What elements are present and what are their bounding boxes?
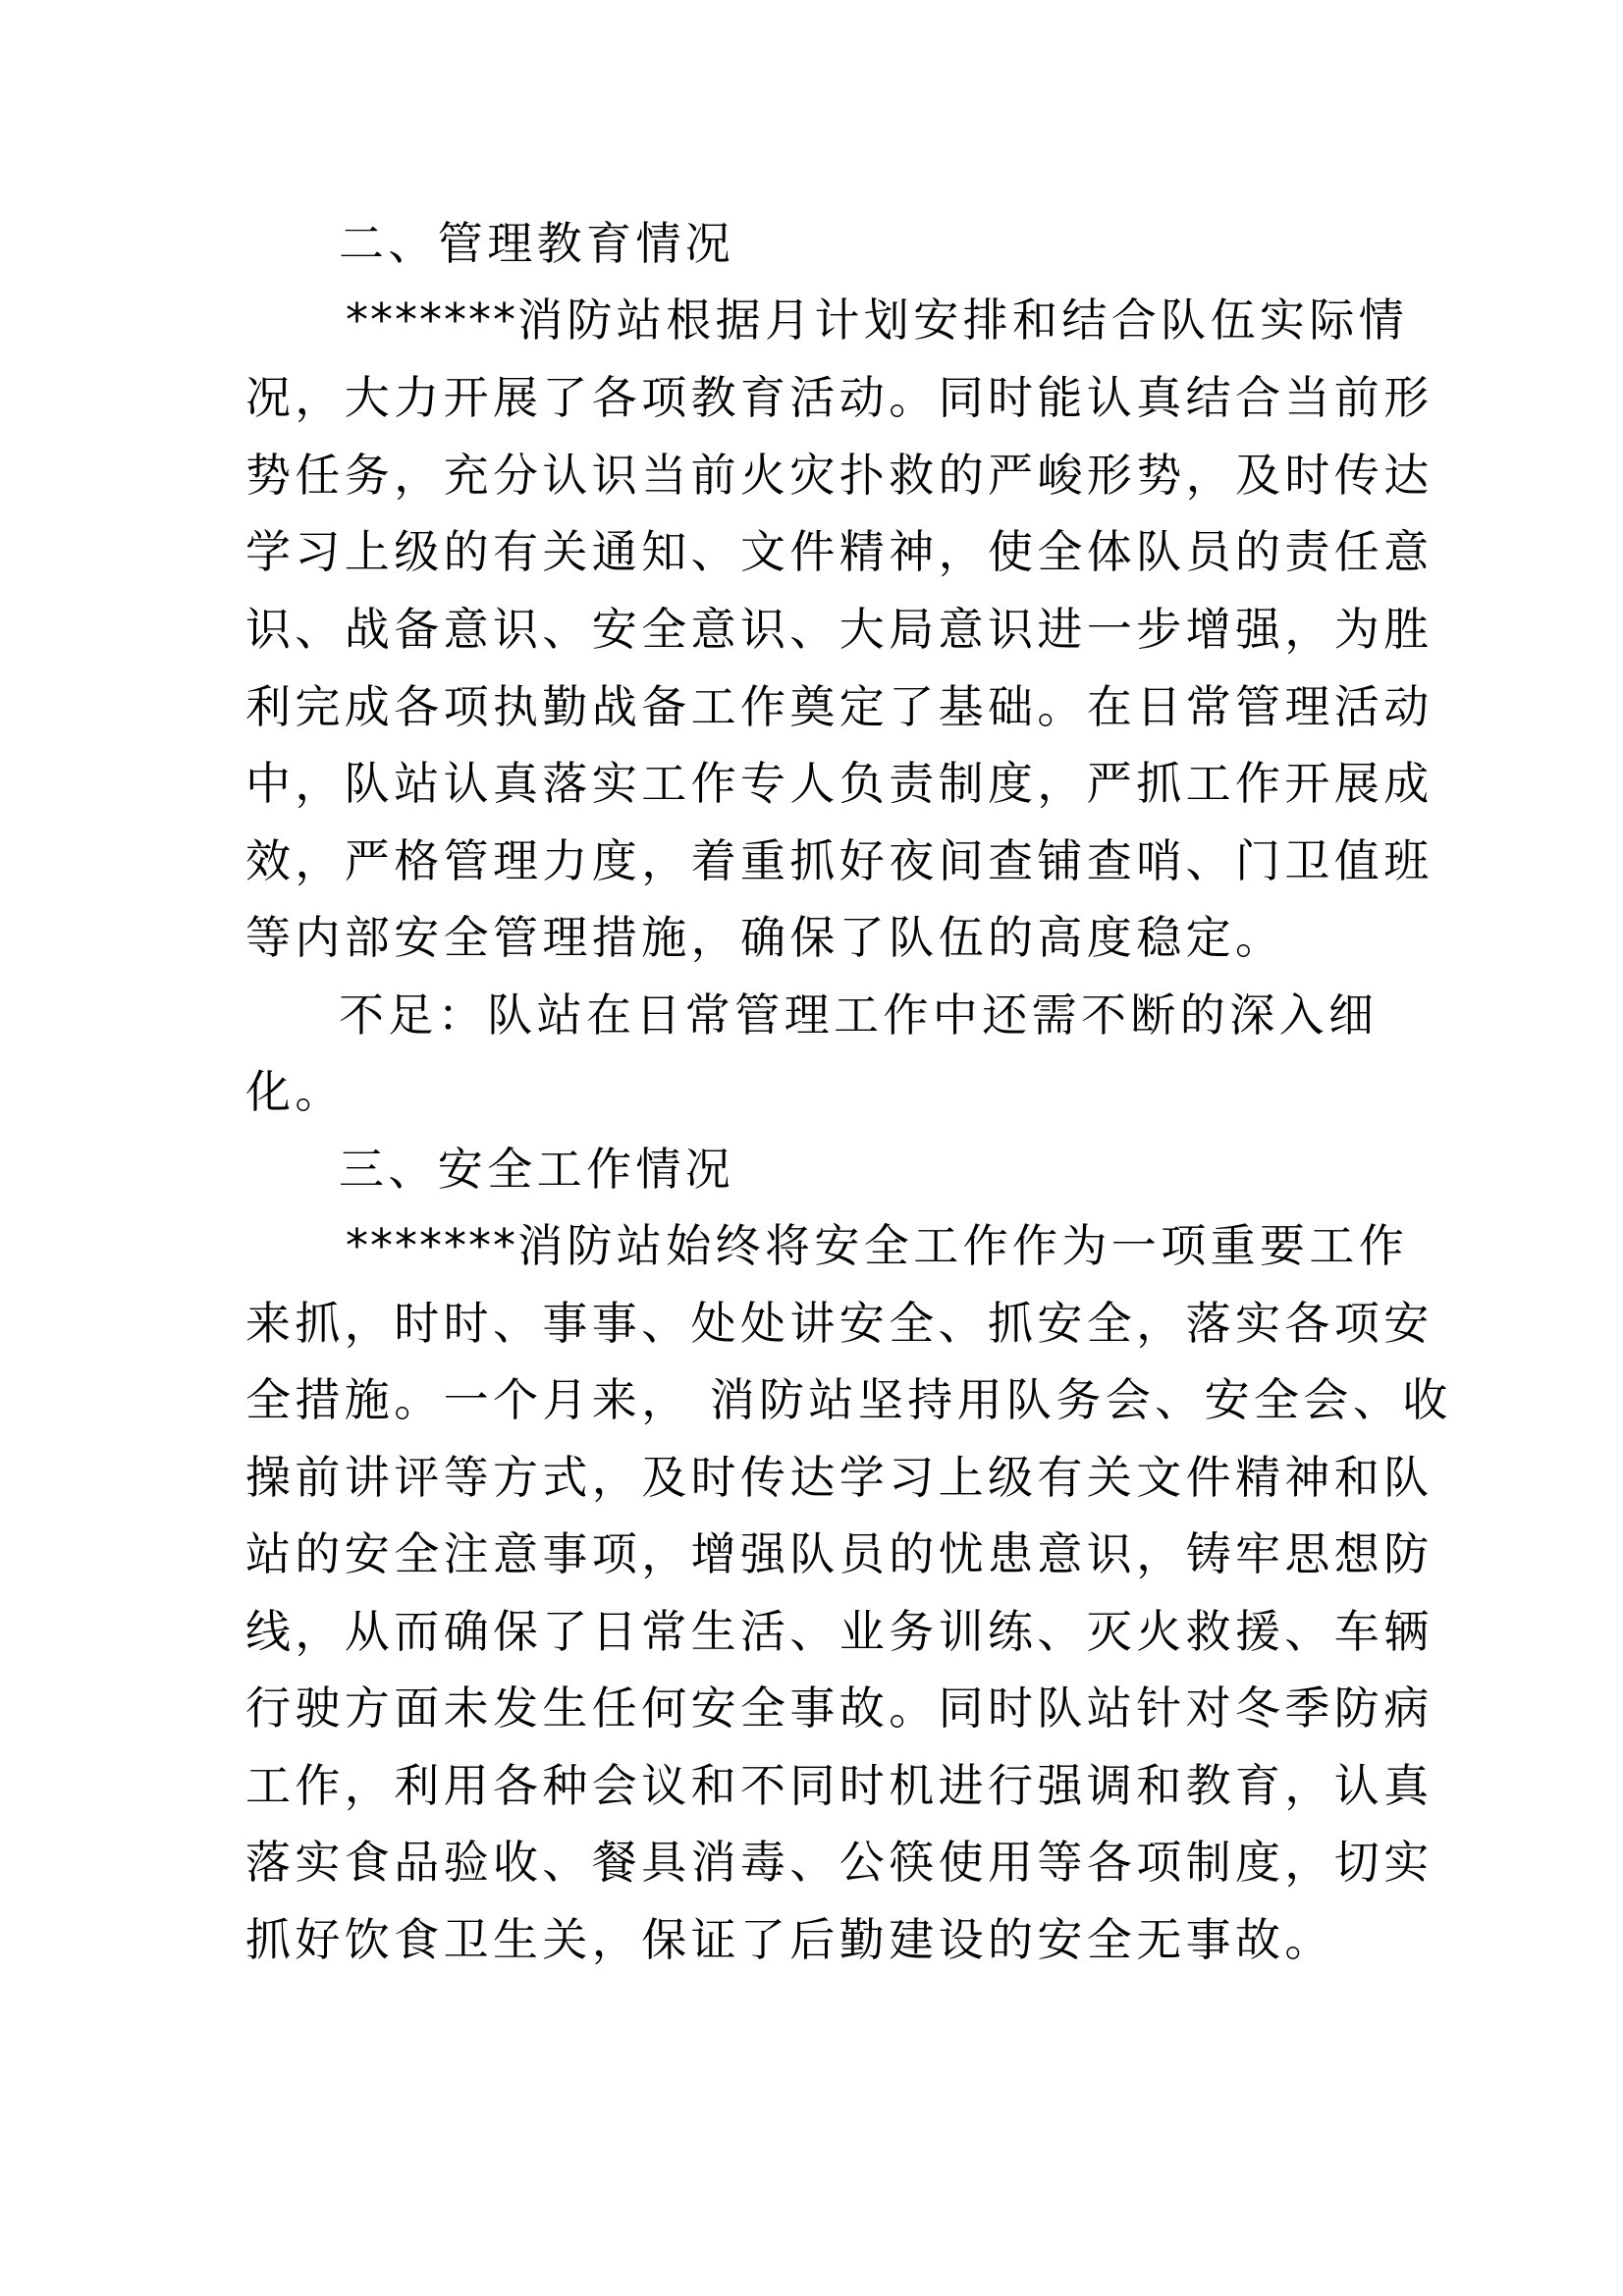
redacted-stars: ******* (346, 294, 517, 347)
paragraph-line: 线，从而确保了日常生活、业务训练、灭火救援、车辆 (245, 1605, 1434, 1658)
paragraph-line: 不足：队站在日常管理工作中还需不断的深入细 (339, 988, 1379, 1041)
paragraph-line (346, 1219, 1409, 1272)
paragraph-text: 消防站根据月计划安排和结合队伍实际情 (517, 294, 1409, 347)
paragraph-line: 工作，利用各种会议和不同时机进行强调和教育，认真 (245, 1759, 1434, 1812)
section-heading-management: 二、管理教育情况 (339, 217, 735, 270)
paragraph-line: 化。 (245, 1065, 345, 1118)
paragraph-line: 等内部安全管理措施，确保了队伍的高度稳定。 (245, 911, 1285, 964)
paragraph-line (346, 294, 1409, 347)
paragraph-line: 行驶方面未发生任何安全事故。同时队站针对冬季防病 (245, 1682, 1434, 1735)
paragraph-line: 况，大力开展了各项教育活动。同时能认真结合当前形 (245, 371, 1434, 424)
paragraph-line: 利完成各项执勤战备工作奠定了基础。在日常管理活动 (245, 680, 1434, 733)
section-heading-safety: 三、安全工作情况 (339, 1143, 735, 1196)
paragraph-line: 全措施。一个月来， 消防站坚持用队务会、安全会、收 (245, 1373, 1452, 1426)
paragraph-text: 消防站始终将安全工作作为一项重要工作 (517, 1219, 1409, 1272)
paragraph-line: 来抓，时时、事事、处处讲安全、抓安全，落实各项安 (245, 1297, 1434, 1350)
paragraph-line: 落实食品验收、餐具消毒、公筷使用等各项制度，切实 (245, 1836, 1434, 1889)
paragraph-line: 效，严格管理力度，着重抓好夜间查铺查哨、门卫值班 (245, 834, 1434, 887)
paragraph-line: 站的安全注意事项，增强队员的忧患意识，铸牢思想防 (245, 1527, 1434, 1580)
paragraph-line: 势任务，充分认识当前火灾扑救的严峻形势，及时传达 (245, 449, 1434, 502)
paragraph-line: 识、战备意识、安全意识、大局意识进一步增强，为胜 (245, 603, 1434, 656)
paragraph-line: 学习上级的有关通知、文件精神，使全体队员的责任意 (245, 525, 1434, 578)
paragraph-line: 操前讲评等方式，及时传达学习上级有关文件精神和队 (245, 1451, 1434, 1504)
paragraph-line: 抓好饮食卫生关，保证了后勤建设的安全无事故。 (245, 1913, 1334, 1966)
paragraph-line: 中，队站认真落实工作专人负责制度，严抓工作开展成 (245, 757, 1434, 810)
redacted-stars: ******* (346, 1219, 517, 1272)
